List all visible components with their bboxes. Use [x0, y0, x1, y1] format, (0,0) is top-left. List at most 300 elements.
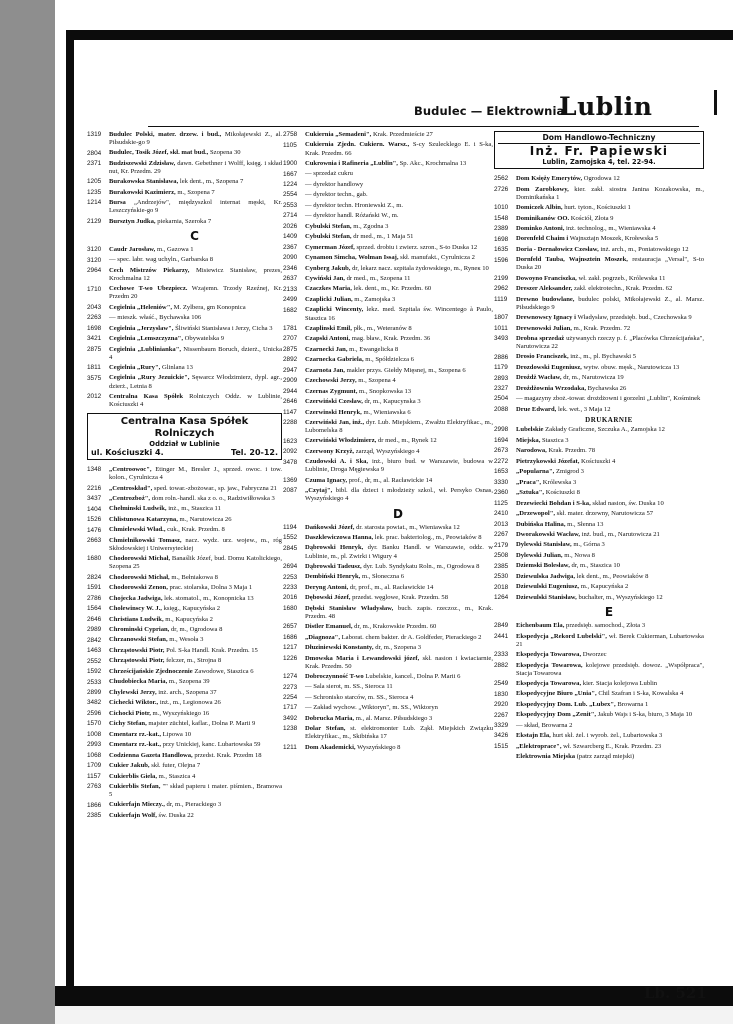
entry-text — [305, 594, 493, 602]
entry-details: Pol. S-ka Handl. Krak. Przedm. 15 — [166, 646, 258, 654]
phone-number: 2346 — [283, 264, 298, 272]
entry-details: Misiewicz Stanisław, prezes, Krochmalna 12 — [109, 266, 282, 283]
phone-number: 2694 — [283, 563, 298, 571]
entry-name: Cukiernia „Semadeni", — [305, 131, 372, 138]
phone-number: 2962 — [494, 285, 509, 293]
entry-details: kolejowe przedsięb. dowoz. „Współpraca", Stacja Towarowa — [516, 661, 704, 677]
entry-text — [516, 175, 704, 183]
entry-name: Cybulski Stefan, — [305, 222, 352, 230]
entry-details: inż. arch., m., Poniatowskiego 12 — [600, 245, 689, 253]
directory-entry — [87, 199, 282, 215]
phone-number: 2646 — [283, 398, 298, 406]
entry-text — [109, 189, 282, 197]
entry-text — [516, 510, 704, 518]
directory-entry — [87, 256, 282, 264]
phone-number: 1570 — [87, 720, 102, 728]
entry-details: wł. Berek Cukierman, Lubartowska 21 — [516, 632, 704, 648]
directory-entry — [87, 801, 282, 809]
phone-number: 2018 — [494, 583, 509, 591]
directory-entry — [494, 510, 704, 518]
phone-number: 1369 — [283, 476, 298, 484]
entry-text — [305, 160, 493, 168]
entry-text — [109, 537, 282, 553]
entry-text — [516, 711, 704, 719]
entry-text — [305, 398, 493, 406]
entry-text — [305, 683, 493, 691]
directory-entry — [283, 477, 493, 485]
directory-entry — [87, 267, 282, 283]
directory-entry — [87, 584, 282, 592]
entry-name: Cmentarz rz.-kat., — [109, 730, 161, 738]
phone-number: 2263 — [87, 314, 102, 322]
entry-name: Czerwiński Czesław, — [305, 398, 363, 406]
entry-name: Dominko Antoni, — [516, 224, 565, 232]
phone-number: 2842 — [87, 636, 102, 644]
entry-text — [305, 419, 493, 435]
section-heading: DRUKARNIE — [585, 416, 633, 425]
entry-text — [305, 191, 493, 199]
entry-name: Czerwony Krzyż, — [305, 447, 355, 455]
entry-text — [305, 325, 493, 333]
phone-number: 1592 — [87, 668, 102, 676]
entry-name: Elektrownia Miejska — [516, 753, 576, 761]
entry-text — [305, 487, 493, 503]
entry-name: Czerwinski Henryk, — [305, 408, 362, 416]
entry-details: dr, m., Kapucynska 3 — [364, 398, 421, 406]
phone-number: 3575 — [87, 374, 102, 382]
directory-entry — [283, 325, 493, 333]
entry-details: prof., dr, m., al. Racławickie 14 — [348, 476, 433, 484]
entry-text — [305, 265, 493, 273]
entry-name: „Drzewopol", — [516, 510, 556, 518]
phone-number: 2327 — [494, 384, 509, 392]
phone-number: 2562 — [494, 175, 509, 183]
directory-entry — [283, 398, 493, 406]
phone-number: 2267 — [494, 531, 509, 539]
entry-text — [305, 437, 493, 445]
entry-details: m., Kapucyńska 2 — [165, 615, 213, 623]
entry-details: — dyrektor techn., gab. — [305, 191, 368, 199]
phone-number: 2333 — [494, 651, 509, 659]
entry-details: sped. towar.-zbożowar., sp. jaw., Fabryczna 21 — [153, 484, 277, 492]
phone-number: 2508 — [494, 552, 509, 560]
directory-entry — [87, 595, 282, 603]
entry-text — [109, 516, 282, 524]
entry-name: Cegielnia „Lemszczyzna", — [109, 335, 183, 343]
entry-text — [516, 583, 704, 591]
entry-text — [305, 563, 493, 571]
entry-name: Dziewulski Stanisław, — [516, 593, 577, 601]
phone-number: 2360 — [494, 489, 509, 497]
directory-entry — [283, 655, 493, 671]
directory-entry — [494, 711, 704, 719]
entry-details: Śliwiński Stanisława i Jerzy, Cicha 3 — [175, 324, 273, 332]
entry-text — [516, 521, 704, 529]
directory-entry — [494, 468, 704, 476]
entry-name: Cholewinscy W. J., — [109, 605, 162, 613]
entry-details: Lubelskie, kancel., Dolna P. Marii 6 — [365, 672, 461, 680]
directory-entry — [87, 636, 282, 644]
entry-details: dr, m., Narutowicza 19 — [563, 374, 624, 382]
entry-name: Cegielnia „Heleniów", — [109, 303, 172, 311]
entry-details: inż., m., pl. Bychawski 5 — [570, 353, 637, 361]
entry-text — [109, 783, 282, 799]
entry-text — [305, 524, 493, 532]
entry-name: Pietrzykowski Józefat, — [516, 457, 580, 465]
phone-number: 1653 — [494, 468, 509, 476]
entry-text — [516, 680, 704, 688]
entry-name: Daszklewiczowa Hanna, — [305, 534, 374, 541]
directory-entry — [87, 605, 282, 613]
entry-text — [109, 605, 282, 613]
entry-name: Chrześcijańskie Zjednoczenie — [109, 667, 193, 675]
entry-details: lek dent., m., Peowiaków 8 — [576, 572, 649, 580]
entry-details: Mikołajewski Z., al. Piłsudskie-go 9 — [109, 131, 283, 147]
phone-number: 2233 — [283, 583, 298, 591]
entry-text — [305, 346, 493, 354]
entry-details: m., Wieniawska 6 — [363, 408, 411, 416]
entry-text — [109, 246, 282, 254]
directory-entry — [283, 534, 493, 542]
phone-number: 1068 — [87, 751, 102, 759]
scan-bottom-strip — [55, 1006, 733, 1024]
directory-entry — [494, 622, 704, 630]
entry-details: Bychawska 26 — [587, 384, 627, 392]
phone-number: 1709 — [87, 762, 102, 770]
entry-details: Chil Szafran i S-ka, Kowalska 4 — [598, 690, 684, 698]
phone-number: 2216 — [87, 484, 102, 492]
entry-text — [109, 657, 282, 665]
entry-name: Burakowski Kazimierz, — [109, 188, 176, 196]
entry-text — [305, 131, 493, 139]
entry-details: przedsięb. samochod., Złota 3 — [566, 622, 646, 630]
entry-name: Drożdż Wacław, — [516, 374, 562, 382]
entry-details: m., Zamojska 3 — [354, 295, 396, 303]
entry-name: Czaplicki Julian, — [305, 295, 353, 303]
directory-entry — [87, 325, 282, 333]
directory-entry — [283, 265, 493, 273]
directory-entry — [87, 393, 282, 409]
directory-entry — [283, 212, 493, 220]
directory-entry — [87, 314, 282, 322]
entry-text — [109, 267, 282, 283]
directory-entry — [283, 644, 493, 652]
section-letter: C — [190, 229, 199, 243]
entry-name: Czaczkes Maria, — [305, 285, 352, 293]
phone-number: 2554 — [283, 191, 298, 199]
entry-text — [109, 762, 282, 770]
entry-name: Cichy Stefan, — [109, 720, 147, 728]
phone-number: 2909 — [283, 377, 298, 385]
phone-number: 2875 — [283, 345, 298, 353]
phone-number: 1698 — [494, 235, 509, 243]
phone-number: 1274 — [283, 673, 298, 681]
directory-entry — [87, 626, 282, 634]
phone-number: 1667 — [283, 170, 298, 178]
advertisement-papiewski — [494, 131, 704, 169]
entry-text — [305, 275, 493, 283]
entry-name: Codzienna Gazeta Handlowa, — [109, 751, 193, 759]
directory-entry — [494, 353, 704, 361]
phone-number: 1686 — [283, 633, 298, 641]
phone-number: 2129 — [87, 217, 102, 225]
phone-number: 2998 — [494, 426, 509, 434]
entry-text — [305, 704, 493, 712]
phone-number: 2013 — [494, 520, 509, 528]
entry-name: Cegielnia „Rury Jezuickie", — [109, 374, 190, 382]
phone-number: 2441 — [494, 632, 509, 640]
entry-details: dr, m., Staszica 10 — [571, 562, 620, 570]
phone-number: 2886 — [494, 353, 509, 361]
entry-details: dom roln.-handl. ska z o. o., Radziwiłłowska 3 — [151, 495, 275, 502]
entry-name: Czuma Ignacy, — [305, 476, 348, 484]
entry-name: Budziszewski Zdzisław, — [109, 159, 176, 167]
directory-entry — [494, 690, 704, 698]
entry-details: lekz. med. Szpitala św. Wincentego à Paulo, Staszica 16 — [305, 306, 493, 322]
entry-name: Dąbrowski Henryk, — [305, 544, 364, 552]
entry-name: Budulec Polski, mater. drzew. i bud., — [109, 131, 222, 138]
directory-entry — [494, 335, 704, 351]
entry-details: Wzajemn. Trzody Rzeźnej, Kr. Przedm 20 — [109, 285, 283, 301]
directory-entry — [494, 633, 704, 649]
directory-entry — [87, 678, 282, 686]
directory-entry — [494, 521, 704, 529]
phone-number: 1682 — [283, 306, 298, 314]
entry-details: skł. nasion i kwiaciarnie, Krak. Przedm. 50 — [305, 654, 493, 670]
entry-text — [516, 489, 704, 497]
phone-number: 3492 — [283, 714, 298, 722]
scan-top-area — [55, 0, 733, 30]
entry-details: buch. zapis. rzeczoz., m., Krak. Przedm. 48 — [305, 604, 493, 620]
entry-text — [109, 160, 282, 176]
entry-details: lek. dent., m., Kr. Przedm. 60 — [353, 285, 432, 293]
entry-details: płk., m., Weteranów 8 — [353, 324, 412, 332]
phone-number: 2087 — [283, 487, 298, 495]
entry-text — [305, 244, 493, 252]
phone-number: 2549 — [494, 680, 509, 688]
directory-entry — [283, 254, 493, 262]
entry-name: Dreszer Aleksander, — [516, 285, 573, 293]
entry-name: Drewno budowlane, — [516, 295, 575, 303]
phone-number: 1235 — [87, 188, 102, 196]
entry-details: dr, m., Ogrodowa 8 — [171, 625, 223, 633]
directory-entry — [283, 191, 493, 199]
phone-number: 1125 — [494, 499, 508, 507]
entry-name: Chełminski Ludwik, — [109, 505, 167, 513]
entry-text — [109, 574, 282, 582]
phone-number: 1179 — [494, 364, 508, 372]
entry-details: m., Snopkowska 13 — [359, 387, 412, 395]
entry-details: m., Szopena 39 — [168, 678, 210, 686]
directory-entry — [87, 773, 282, 781]
entry-text — [305, 141, 493, 157]
entry-details: m., Ewangelicka 8 — [349, 345, 399, 353]
directory-entry — [494, 662, 704, 678]
phone-number: 2092 — [283, 448, 298, 456]
directory-entry — [283, 296, 493, 304]
entry-name: Cukier Jakub, — [109, 762, 150, 770]
entry-text — [305, 296, 493, 304]
directory-entry — [283, 306, 493, 322]
entry-text — [305, 634, 493, 642]
phone-number: 2892 — [283, 356, 298, 364]
phone-number: 1807 — [494, 314, 509, 322]
phone-number: 2596 — [87, 709, 102, 717]
entry-details: Jakub Wajs i S-ka, biuro, 3 Maja 10 — [597, 711, 693, 719]
entry-text — [516, 335, 704, 351]
phone-number: 2824 — [87, 573, 102, 581]
entry-details: skł. mater. drzewny, Narutowicza 57 — [556, 510, 654, 518]
entry-name: Christians Ludwik, — [109, 615, 164, 623]
entry-text — [109, 256, 282, 264]
entry-details: buchalter, m., Wyszyńskiego 12 — [578, 593, 663, 601]
ad-company-name: Inż. Fr. Papiewski — [529, 144, 669, 159]
entry-name: Czerwiński Włodzimierz, — [305, 437, 377, 445]
phone-number: 3120 — [87, 246, 102, 254]
entry-name: Dylewski Stanisław, — [516, 541, 572, 549]
phone-number: 3426 — [494, 732, 509, 740]
entry-text — [109, 393, 282, 409]
entry-name: Drzewiecki Bohdan i S-ka, — [516, 499, 591, 507]
entry-text — [516, 531, 704, 539]
entry-text — [109, 773, 282, 781]
entry-text — [516, 701, 704, 709]
entry-details: kier. Stacja kolejowa Lublin — [582, 679, 658, 687]
entry-name: Drozdowski Eugeniusz, — [516, 363, 582, 371]
entry-text — [305, 544, 493, 560]
phone-number: 2663 — [87, 537, 102, 545]
entry-details: m., Szopena 7 — [177, 188, 215, 196]
directory-entry — [283, 725, 493, 741]
directory-entry — [283, 170, 493, 178]
entry-name: Czerwiński Jan, inż., — [305, 419, 365, 426]
entry-name: Cukiernia Zjedn. Cukiern. Warsz., — [305, 141, 410, 149]
directory-entry — [494, 573, 704, 581]
entry-text — [109, 526, 282, 534]
entry-text — [305, 673, 493, 681]
entry-details: hurt skł. żel. i wyrob. żel., Lubartowska 3 — [552, 732, 663, 740]
phone-number: 1214 — [87, 199, 102, 207]
directory-entry — [87, 741, 282, 749]
phone-number: 2385 — [87, 812, 102, 820]
entry-name: Cechowe T-wo Ubezpiecz. — [109, 285, 188, 293]
entry-name: „Sztuka", — [516, 489, 545, 497]
entry-details: księg., Kapucyńska 2 — [163, 605, 221, 613]
entry-details: Sp. Akc., Krochmalna 13 — [399, 159, 467, 167]
entry-name: Chrzanowski Stefan, — [109, 636, 168, 644]
entry-details: cuk., Krak. Przedm. 8 — [167, 526, 225, 534]
entry-details: lek dent., m., Szopena 7 — [179, 178, 244, 186]
entry-details: m., Wesoła 3 — [169, 636, 204, 644]
directory-entry — [494, 743, 704, 751]
entry-name: Dom Księży Emerytów, — [516, 175, 583, 183]
phone-number: 3329 — [494, 722, 509, 729]
directory-entry — [87, 526, 282, 534]
phone-number: 2012 — [87, 392, 102, 400]
directory-entry — [283, 202, 493, 210]
entry-text — [305, 306, 493, 322]
phone-number: 3120 — [87, 256, 102, 264]
entry-name: Deryng Antoni, — [305, 583, 349, 591]
entry-details: bibl. dla dzieci i młodzieży szkol., wł. Persyko Osnas, Wyszyńskiego 4 — [305, 487, 494, 503]
directory-entry — [494, 552, 704, 560]
entry-text — [516, 622, 704, 630]
entry-text — [109, 374, 282, 390]
entry-details: m., al. Marsz. Piłsudskiego 3 — [355, 714, 433, 722]
phone-number: 2899 — [87, 688, 102, 696]
entry-name: Budulec, Tosik Józef, skł. mat bud., — [109, 149, 209, 157]
directory-entry — [283, 634, 493, 642]
entry-details: Wyszyńskiego 8 — [357, 743, 401, 751]
directory-entry — [283, 744, 493, 752]
entry-details: Glinlana 13 — [161, 363, 193, 371]
directory-entry — [283, 448, 493, 456]
directory-entry — [283, 704, 493, 712]
entry-details: dr med., m., 1 Maja 51 — [353, 233, 414, 241]
directory-entry — [494, 285, 704, 293]
entry-text — [305, 605, 493, 621]
entry-name: Chmielewski Wład., — [109, 526, 166, 534]
phone-number: 2707 — [283, 335, 298, 343]
entry-text — [305, 170, 493, 178]
entry-details: Królewska 3 — [542, 478, 577, 486]
entry-text — [109, 149, 282, 157]
directory-entry — [283, 388, 493, 396]
entry-details: przedst. węglowe, Krak. Przedm. 58 — [352, 594, 449, 602]
entry-details: skł. manufakt., Cyrulnicza 2 — [400, 254, 475, 262]
phone-number: 1409 — [283, 233, 298, 241]
entry-details: inż., m., Legionowa 26 — [159, 699, 221, 707]
directory-entry — [494, 426, 704, 434]
entry-details: Ogrodowa 12 — [583, 175, 620, 183]
entry-name: „Popularna", — [516, 468, 555, 476]
directory-entry — [494, 594, 704, 602]
phone-number: 1224 — [283, 180, 298, 188]
entry-name: Czarnecki Jan, — [305, 345, 348, 353]
phone-number: 2385 — [494, 562, 509, 570]
directory-entry — [283, 584, 493, 592]
entry-details: inż. technolog., m., Wieniawska 4 — [566, 224, 656, 232]
scan-frame-left — [66, 30, 74, 990]
phone-number: 1264 — [494, 593, 509, 601]
entry-text — [516, 458, 704, 466]
directory-entry — [87, 364, 282, 372]
phone-number: 2090 — [283, 254, 298, 262]
directory-entry — [494, 489, 704, 497]
phone-number: 1476 — [87, 526, 102, 534]
entry-name: „Praca", — [516, 478, 542, 486]
entry-details: Wajnsztajn Moszek, Krołewska 5 — [569, 235, 659, 243]
entry-text — [109, 505, 282, 513]
entry-details: Zmigrod 3 — [555, 468, 584, 476]
entry-details: Lipowa 10 — [162, 730, 192, 738]
entry-name: Dębowski Józef, — [305, 594, 351, 602]
entry-name: Drue Edward, — [516, 405, 557, 413]
entry-name: Centralna Kasa Spółek — [109, 392, 184, 400]
entry-details: dyr. Lub. Miejskiem., Zwałżu Elektryfikac., m., Lubomelska 8 — [305, 419, 493, 435]
entry-text — [516, 437, 704, 445]
entry-text — [305, 534, 493, 542]
entry-name: Dziewulski Eugeniusz, — [516, 583, 580, 591]
phone-number: 1008 — [87, 730, 102, 738]
directory-entry — [283, 524, 493, 532]
ad-address: Lublin, Zamojska 4, tel. 22-94. — [542, 158, 656, 167]
entry-text — [109, 346, 282, 362]
entry-text — [109, 364, 282, 372]
entry-name: „Elektroprace", — [516, 742, 562, 750]
page-number: Lb. 521 — [644, 984, 707, 1002]
phone-number: 1635 — [494, 246, 509, 254]
